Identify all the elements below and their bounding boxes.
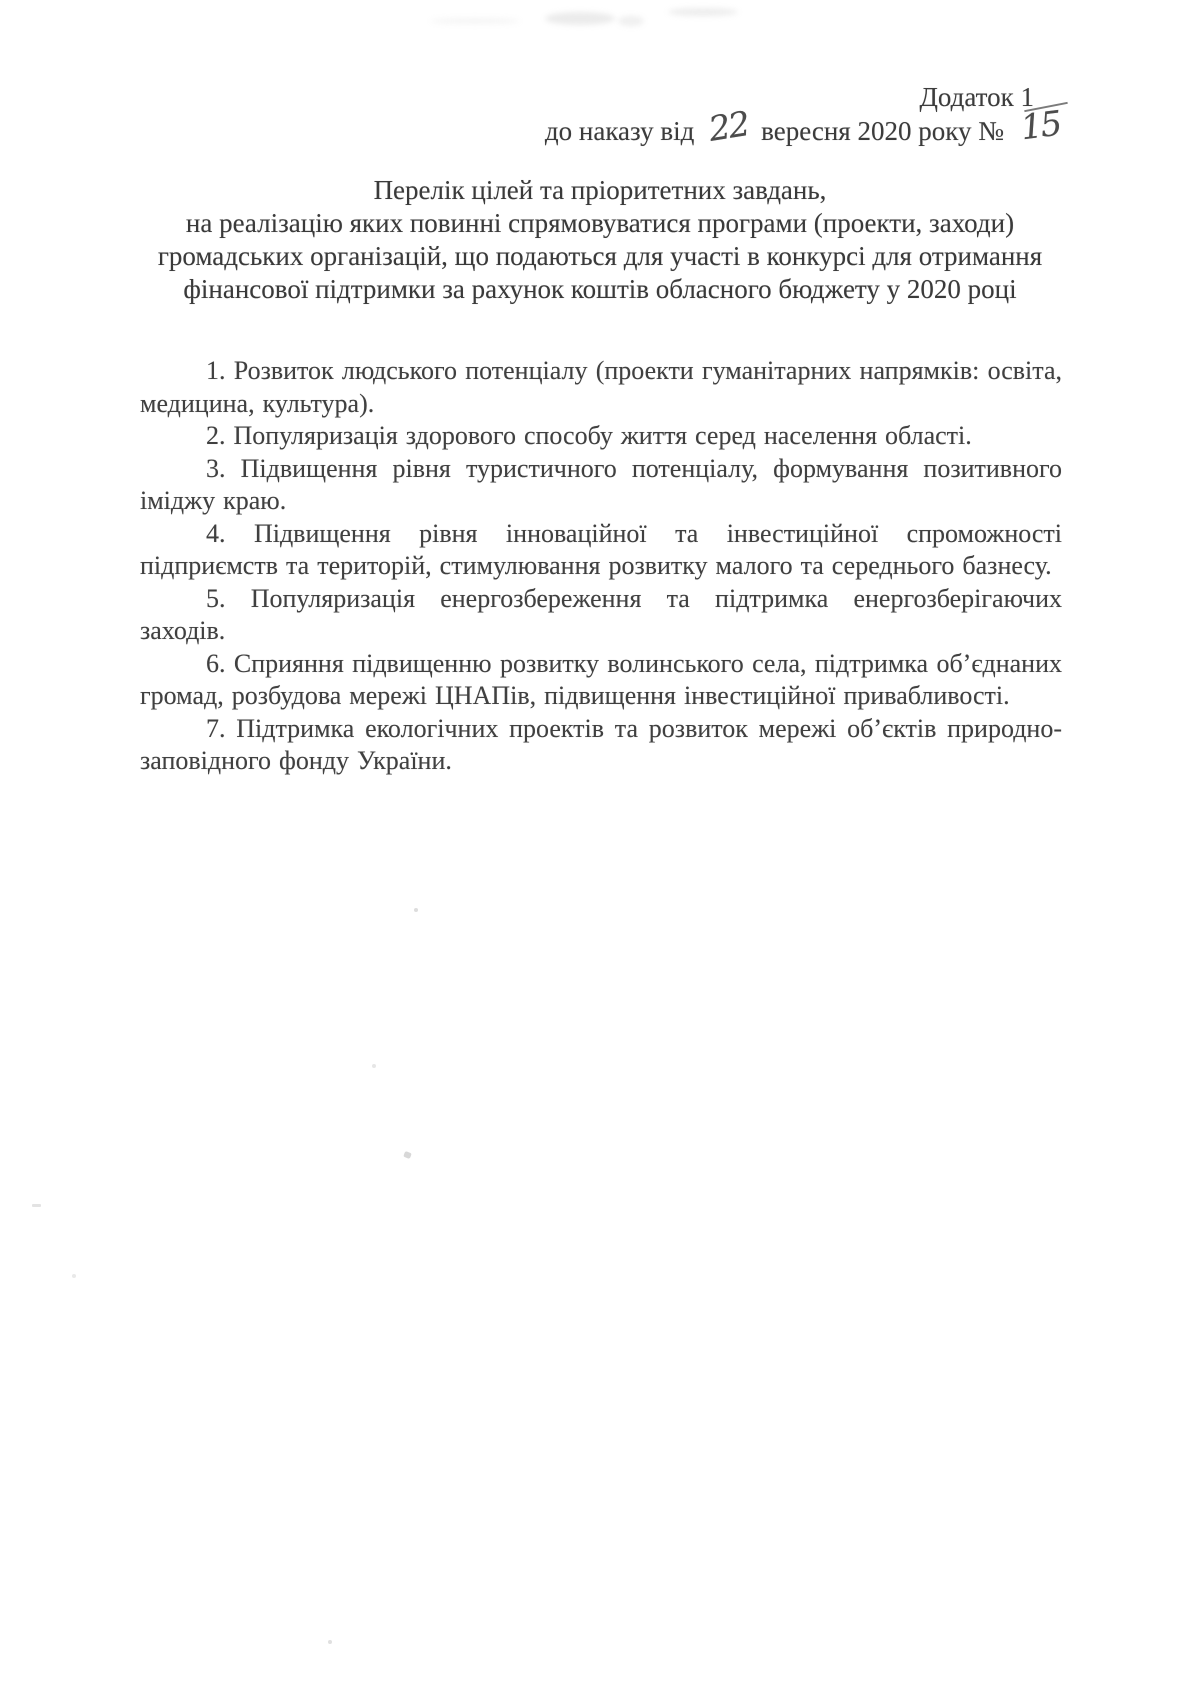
item-number: 2. bbox=[206, 421, 226, 450]
scan-smudge bbox=[545, 12, 615, 25]
list-item-2 bbox=[140, 420, 1062, 453]
handwritten-day-number: 22 bbox=[706, 104, 752, 150]
list-item-5 bbox=[140, 583, 1062, 648]
scan-speck bbox=[403, 1151, 412, 1159]
title-line-4: фінансової підтримки за рахунок коштів обласного бюджету у 2020 році bbox=[183, 274, 1017, 304]
scan-speck bbox=[32, 1204, 41, 1207]
list-item-1 bbox=[140, 355, 1062, 420]
item-text: Підвищення рівня туристичного потенціалу, формування позитивного іміджу краю. bbox=[140, 453, 1063, 515]
title-line-3: громадських організацій, що подаються для участі в конкурсі для отримання bbox=[157, 241, 1043, 271]
appendix-label: Додаток 1 bbox=[919, 82, 1034, 112]
list-item-6 bbox=[140, 648, 1062, 713]
item-number: 6. bbox=[206, 648, 226, 678]
list-item-3 bbox=[140, 453, 1062, 518]
item-text: Розвиток людського потенціалу (проекти гуманітарних напрямків: освіта, медицина, культура). bbox=[140, 356, 1062, 418]
scan-speck bbox=[72, 1274, 76, 1278]
scan-smudge bbox=[430, 18, 520, 24]
title-line-1: Перелік цілей та пріоритетних завдань, bbox=[373, 175, 827, 205]
item-number: 4. bbox=[206, 518, 226, 548]
item-text: Підтримка екологічних проектів та розвиток мережі об’єктів природно-заповідного фонду України. bbox=[140, 713, 1062, 775]
item-number: 1. bbox=[206, 356, 226, 385]
scan-speck bbox=[328, 1640, 332, 1644]
item-text: Популяризація енергозбереження та підтримка енергозберігаючих заходів. bbox=[140, 583, 1063, 645]
item-text: Підвищення рівня інноваційної та інвестиційної спроможності підприємств та територій, стимулювання розвитку малого та середнього базнесу. bbox=[140, 518, 1063, 580]
goal-list bbox=[140, 355, 1062, 778]
title-line-2: на реалізацію яких повинні спрямовуватися програми (проекти, заходи) bbox=[185, 208, 1015, 238]
list-item-7 bbox=[140, 713, 1062, 778]
item-number: 5. bbox=[206, 583, 226, 613]
item-number: 7. bbox=[206, 713, 226, 743]
item-text: Сприяння підвищенню розвитку волинського села, підтримка об’єднаних громад, розбудова мережі ЦНАПів, підвищення інвестиційної привабливості. bbox=[140, 648, 1062, 710]
item-number: 3. bbox=[206, 453, 226, 483]
scan-speck bbox=[372, 1064, 376, 1068]
scan-speck bbox=[414, 908, 418, 912]
order-middle-text: вересня 2020 року № bbox=[761, 116, 1004, 146]
handwritten-order-number: 15 bbox=[1018, 103, 1063, 149]
list-item-4 bbox=[140, 518, 1062, 583]
order-prefix-text: до наказу від bbox=[544, 116, 695, 146]
scan-smudge bbox=[668, 8, 738, 16]
item-text: Популяризація здорового способу життя серед населення області. bbox=[233, 421, 972, 450]
scan-smudge bbox=[618, 16, 644, 26]
document-title bbox=[0, 174, 1200, 306]
order-reference-line bbox=[544, 103, 1063, 150]
